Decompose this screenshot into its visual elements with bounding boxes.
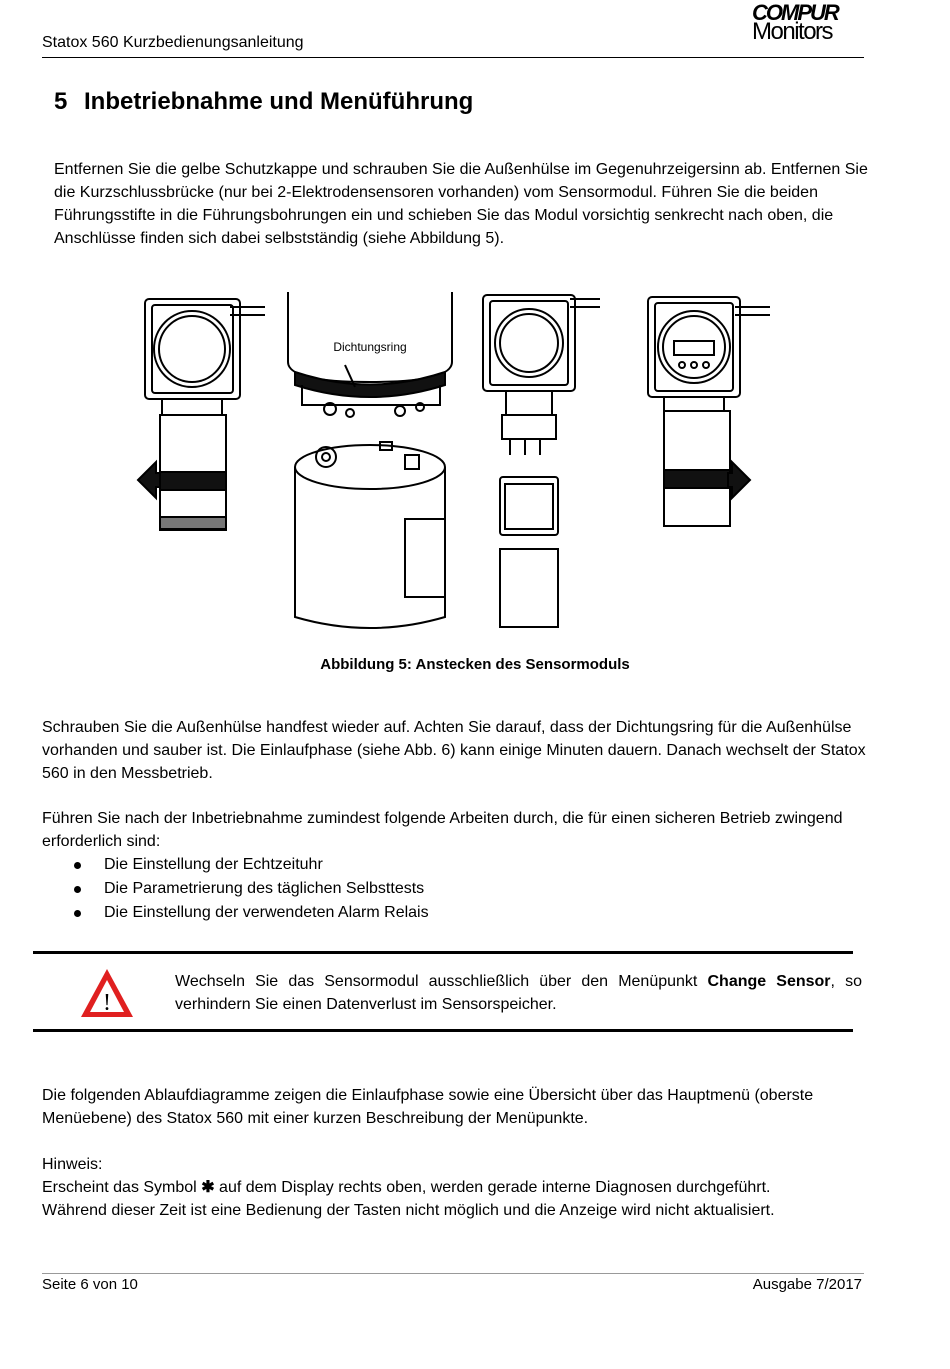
edition-label: Ausgabe 7/2017 bbox=[752, 1276, 862, 1293]
device-middle bbox=[483, 295, 600, 627]
page-number: Seite 6 von 10 bbox=[42, 1276, 138, 1293]
list-item: Die Parametrierung des täglichen Selbsttests bbox=[42, 877, 429, 901]
task-list bbox=[42, 853, 429, 925]
company-logo bbox=[752, 2, 848, 44]
reassembly-paragraph: Schrauben Sie die Außenhülse handfest wieder auf. Achten Sie darauf, dass der Dichtungsring für die Außenhülse vorhanden und sauber ist. Die Einlaufphase (siehe Abb. 6) kann einige Minuten dauern. Danach wechselt der Statox 560 in den Messbetrieb. bbox=[42, 719, 866, 782]
section-title: Inbetriebnahme und Menüführung bbox=[84, 88, 474, 115]
section-number: 5 bbox=[54, 88, 68, 115]
list-item: Die Einstellung der verwendeten Alarm Relais bbox=[42, 901, 429, 925]
warning-top-rule bbox=[33, 951, 853, 954]
hint-line-1: Erscheint das Symbol ✱ auf dem Display rechts oben, werden gerade interne Diagnosen durchgeführt. bbox=[42, 1179, 771, 1196]
bullet-icon bbox=[74, 910, 81, 917]
footer-divider bbox=[42, 1273, 864, 1274]
menu-item-name: Change Sensor bbox=[707, 973, 831, 990]
warning-exclamation: ! bbox=[103, 990, 111, 1016]
header-divider bbox=[42, 57, 864, 58]
asterisk-icon: ✱ bbox=[201, 1179, 215, 1196]
bullet-icon bbox=[74, 862, 81, 869]
figure-caption: Abbildung 5: Anstecken des Sensormoduls bbox=[320, 656, 630, 673]
tasks-intro-paragraph: Führen Sie nach der Inbetriebnahme zumindest folgende Arbeiten durch, die für einen sicheren Betrieb zwingend erforderlich sind: bbox=[42, 810, 843, 850]
warning-triangle-icon bbox=[79, 965, 135, 1021]
hint-block bbox=[42, 1153, 872, 1222]
warning-bottom-rule bbox=[33, 1029, 853, 1032]
hint-line-2: Während dieser Zeit ist eine Bedienung der Tasten nicht möglich und die Anzeige wird nicht aktualisiert. bbox=[42, 1202, 775, 1219]
logo-line-2: Monitors bbox=[752, 18, 833, 45]
warning-text: Wechseln Sie das Sensormodul ausschließlich über den Menüpunkt Change Sensor, so verhindern Sie einen Datenverlust im Sensorspeicher. bbox=[175, 973, 863, 1013]
document-title: Statox 560 Kurzbedienungsanleitung bbox=[42, 34, 304, 51]
device-left bbox=[138, 299, 265, 530]
sensor-module-figure bbox=[130, 287, 770, 647]
section-heading bbox=[54, 88, 473, 116]
intro-paragraph: Entfernen Sie die gelbe Schutzkappe und schrauben Sie die Außenhülse im Gegenuhrzeigersinn ab. Entfernen Sie die Kurzschlussbrücke (nur bei 2-Elektrodensensoren vorhanden) vom Sensormodul. Führen Sie die beiden Führungsstifte in die Führungsbohrungen ein und schieben Sie das Modul vorsichtig senkrecht nach oben, die Anschlüsse finden sich dabei selbstständig (siehe Abbildung 5). bbox=[54, 161, 868, 247]
device-right bbox=[648, 297, 770, 526]
bullet-icon bbox=[74, 886, 81, 893]
seal-label: Dichtungsring bbox=[333, 340, 407, 354]
hint-label: Hinweis: bbox=[42, 1156, 103, 1173]
logo-line-1: COMPUR bbox=[752, 0, 838, 25]
list-item: Die Einstellung der Echtzeituhr bbox=[42, 853, 429, 877]
flow-intro-paragraph: Die folgenden Ablaufdiagramme zeigen die Einlaufphase sowie eine Übersicht über das Hauptmenü (oberste Menüebene) des Statox 560 mit einer kurzen Beschreibung der Menüpunkte. bbox=[42, 1087, 814, 1127]
